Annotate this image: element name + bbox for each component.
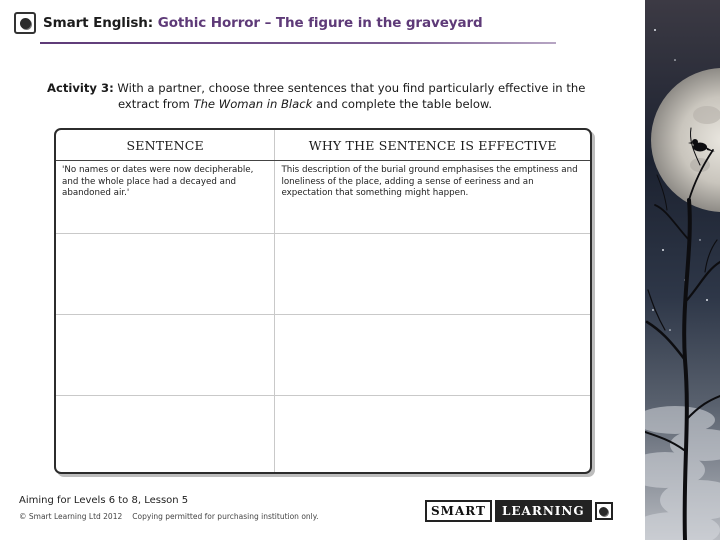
activity-line-1: With a partner, choose three sentences that you find particularly effective in the — [117, 81, 586, 95]
page-header — [14, 12, 483, 34]
sentence-cell[interactable] — [56, 234, 275, 315]
table-row — [56, 161, 590, 234]
clouds-icon — [645, 406, 720, 540]
topic-title: Gothic Horror – The figure in the graveyard — [157, 15, 483, 31]
sentence-table-frame — [54, 128, 592, 474]
sentence-table — [56, 130, 590, 474]
activity-label: Activity 3: — [47, 81, 114, 95]
night-scene-graphic — [645, 0, 720, 540]
smart-learning-brand-logo — [425, 500, 613, 522]
table-row — [56, 234, 590, 315]
footer-level-text: Aiming for Levels 6 to 8, Lesson 5 — [19, 495, 189, 506]
activity-line-2-pre: extract from — [118, 97, 194, 111]
why-cell[interactable] — [275, 315, 590, 396]
why-cell[interactable] — [275, 396, 590, 475]
smart-learning-logo-icon — [14, 12, 36, 34]
logo-dot-icon — [20, 18, 31, 29]
header-divider — [40, 42, 556, 44]
why-cell[interactable] — [275, 234, 590, 315]
activity-instructions — [47, 80, 607, 112]
brand-learning: LEARNING — [495, 500, 592, 522]
graveyard-night-illustration — [645, 0, 720, 540]
brand-dot — [599, 507, 608, 516]
footer-copyright — [19, 512, 319, 521]
column-header-why: WHY THE SENTENCE IS EFFECTIVE — [275, 130, 590, 161]
table-row — [56, 396, 590, 475]
permission-text: Copying permitted for purchasing institution only. — [132, 512, 319, 521]
activity-line-2-post: and complete the table below. — [312, 97, 493, 111]
series-title: Smart English: — [43, 15, 154, 31]
copyright-text: © Smart Learning Ltd 2012 — [19, 512, 123, 521]
table-row — [56, 315, 590, 396]
sentence-cell[interactable] — [56, 315, 275, 396]
page-title — [43, 15, 483, 31]
activity-line-2 — [47, 96, 607, 112]
brand-dot-icon — [595, 502, 613, 520]
column-header-sentence: SENTENCE — [56, 130, 275, 161]
sentence-cell[interactable] — [56, 396, 275, 475]
brand-smart: SMART — [425, 500, 492, 522]
book-title: The Woman in Black — [193, 97, 313, 111]
sentence-cell[interactable]: 'No names or dates were now decipherable, and the whole place had a decayed and abandoned air.' — [56, 161, 275, 234]
table-header-row — [56, 130, 590, 161]
moon-icon — [651, 68, 720, 212]
why-cell[interactable]: This description of the burial ground emphasises the emptiness and loneliness of the place, adding a sense of eeriness and an expectation that something might happen. — [275, 161, 590, 234]
